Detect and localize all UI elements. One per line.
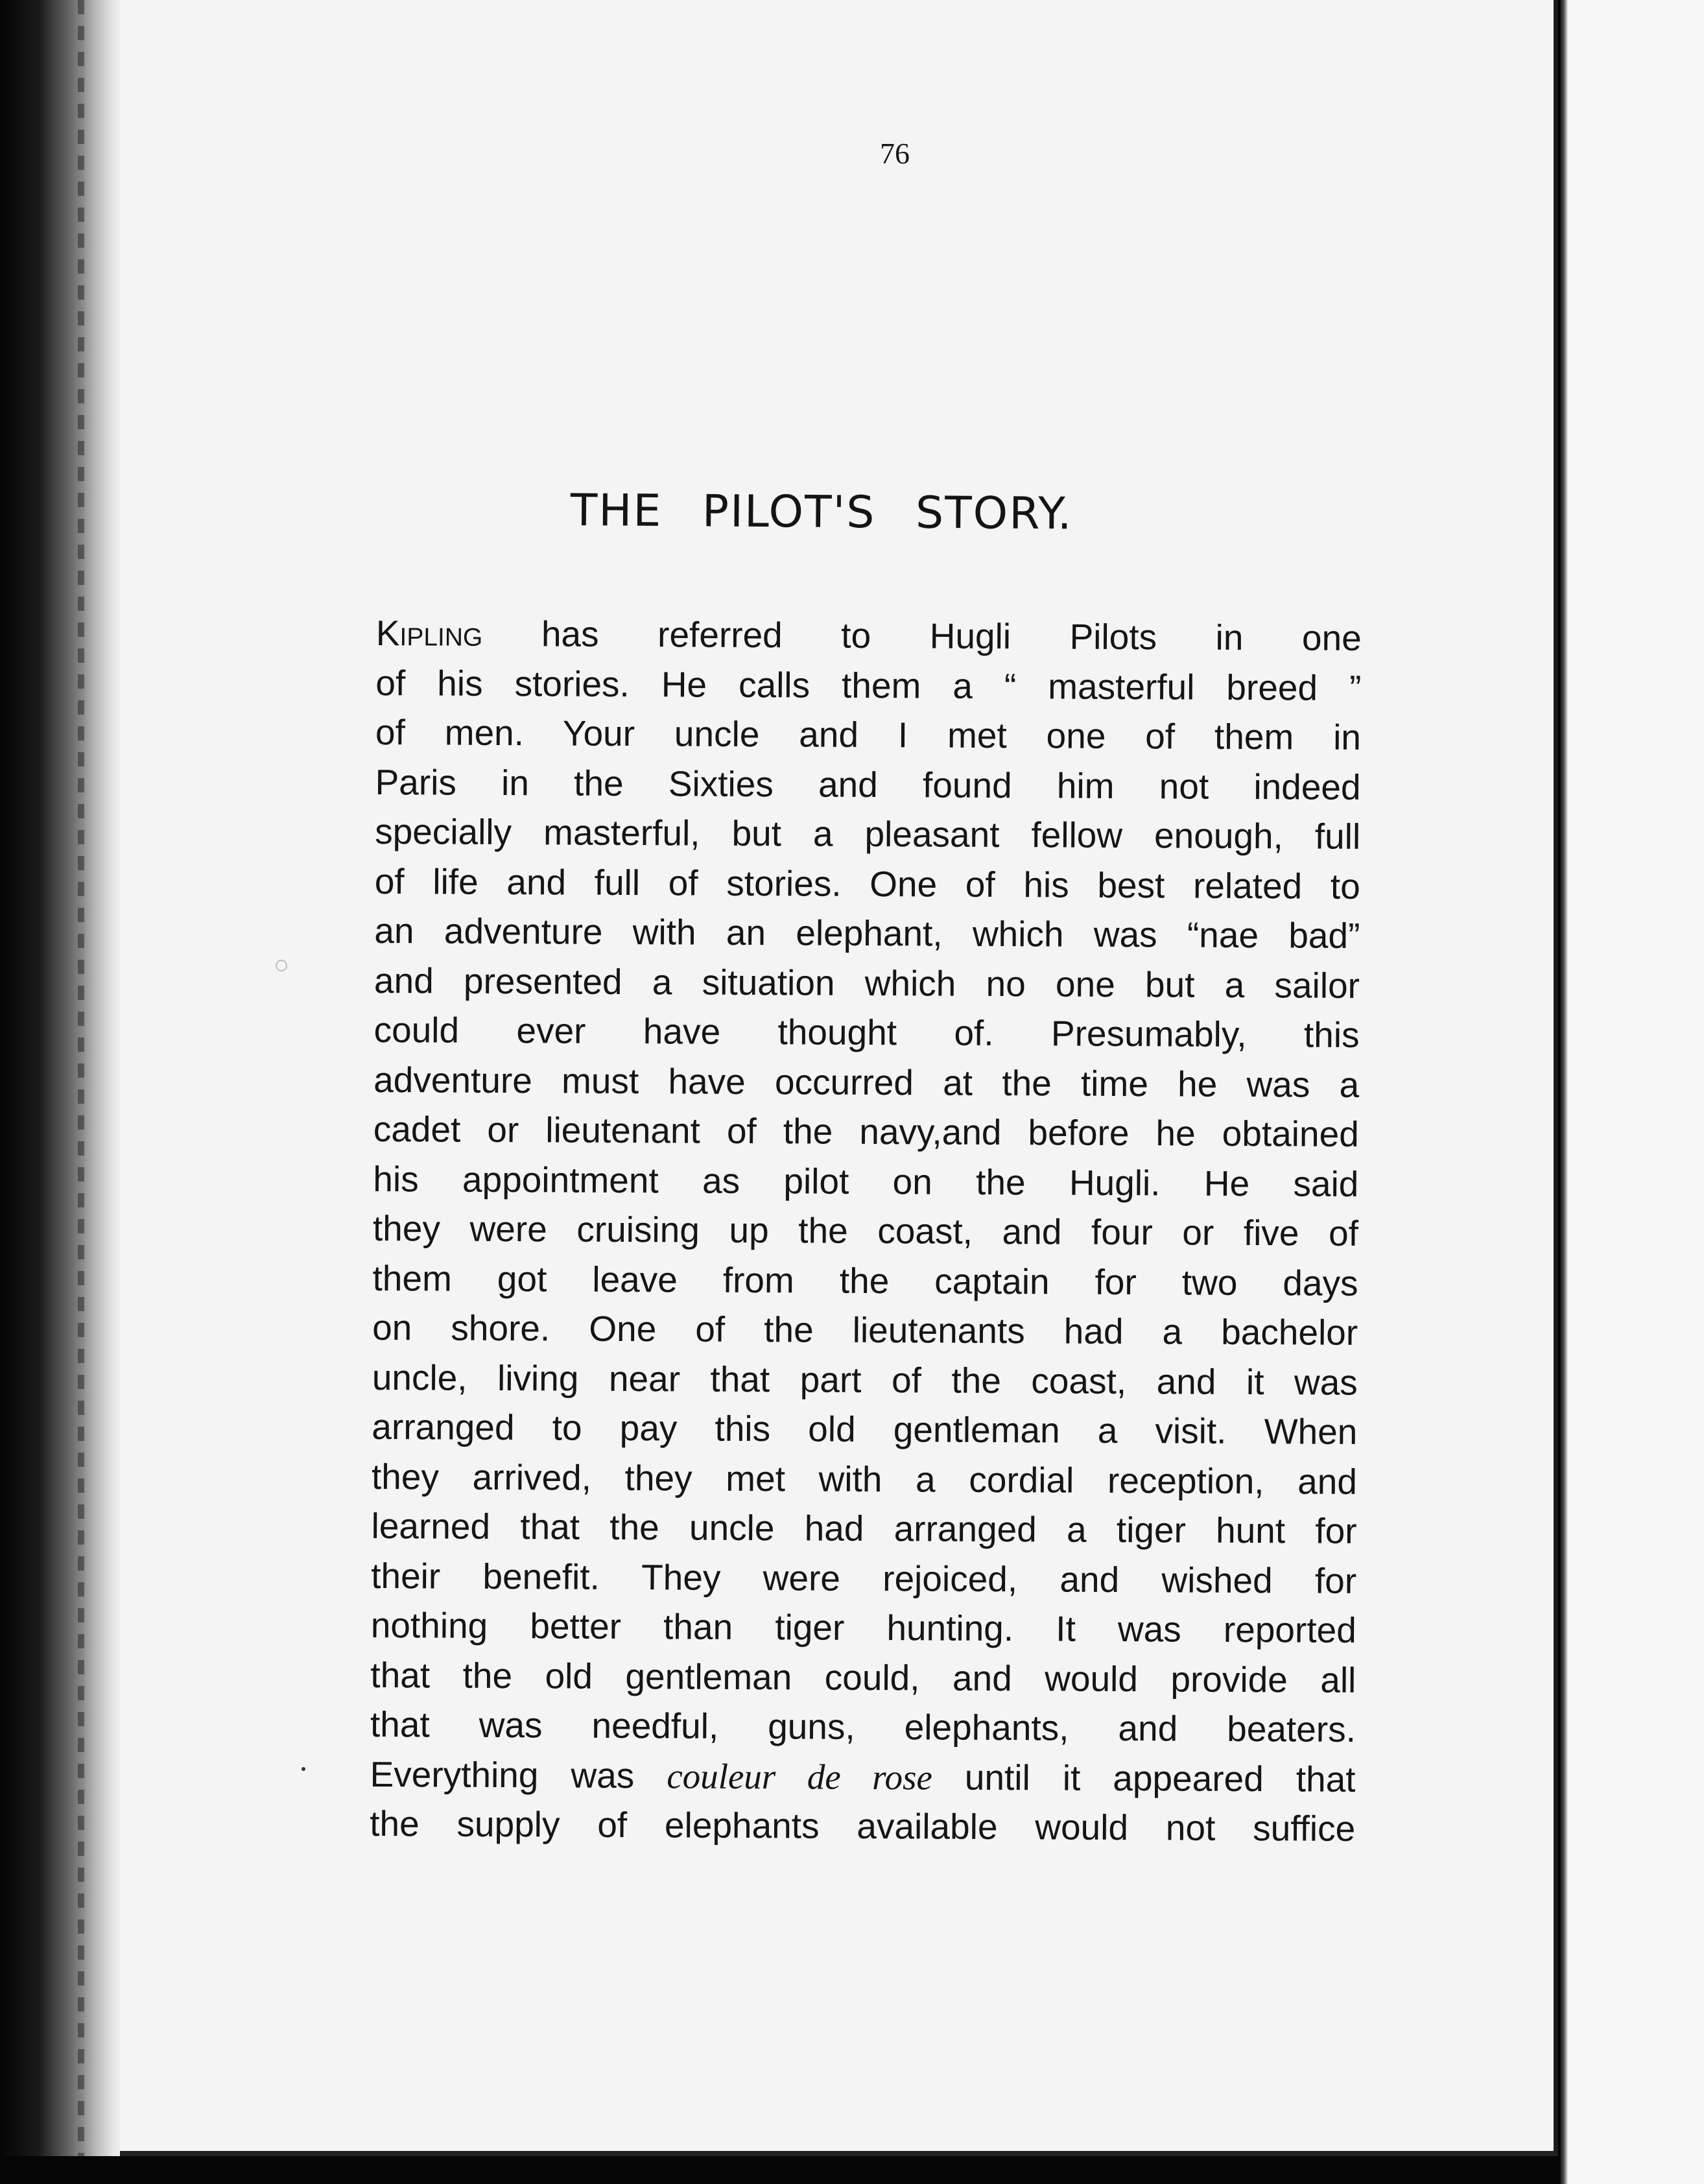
- text-line: [370, 1650, 1356, 1704]
- text-segment: on shore. One of the lieutenants had a bachelor: [372, 1307, 1358, 1353]
- paper-blemish: [276, 960, 287, 971]
- text-line: [375, 856, 1360, 910]
- text-line: [373, 1104, 1359, 1159]
- text-line: [370, 1700, 1356, 1754]
- text-line: [374, 906, 1360, 960]
- text-segment: nothing better than tiger hunting. It was reported: [370, 1604, 1356, 1650]
- text-line: [373, 1154, 1358, 1208]
- chapter-title: THE PILOT'S STORY.: [570, 485, 1073, 540]
- italic-phrase: couleur de rose: [667, 1755, 933, 1798]
- text-segment: they were cruising up the coast, and four or five of: [372, 1207, 1359, 1253]
- text-line: [372, 1402, 1357, 1456]
- text-segment: cadet or lieutenant of the navy,and before he obtained: [373, 1108, 1359, 1154]
- text-segment: that the old gentleman could, and would provide all: [370, 1654, 1356, 1700]
- text-line: [372, 1451, 1357, 1506]
- text-segment: arranged to pay this old gentleman a visit. When: [372, 1406, 1358, 1452]
- text-segment: learned that the uncle had arranged a tiger hunt for: [371, 1505, 1357, 1551]
- text-line: [373, 1054, 1359, 1109]
- text-segment: Paris in the Sixties and found him not indeed: [375, 761, 1361, 807]
- text-segment: of life and full of stories. One of his best related to: [374, 861, 1360, 907]
- text-segment: an adventure with an elephant, which was “nae bad”: [374, 910, 1360, 956]
- text-line: [371, 1550, 1356, 1605]
- text-line: [371, 1501, 1356, 1556]
- scan-bottom-border: [0, 2156, 1560, 2184]
- text-segment: his appointment as pilot on the Hugli. He said: [373, 1158, 1359, 1204]
- text-segment: their benefit. They were rejoiced, and wished for: [371, 1555, 1357, 1601]
- text-segment: until it appeared that: [932, 1757, 1356, 1799]
- text-segment: adventure must have occurred at the time he was a: [373, 1059, 1360, 1105]
- text-line: [375, 807, 1360, 861]
- text-line: [376, 608, 1362, 663]
- text-segment: specially masterful, but a pleasant fellow enough, full: [375, 811, 1361, 857]
- text-line: [371, 1600, 1356, 1655]
- text-line: [375, 658, 1361, 712]
- text-segment: them got leave from the captain for two days: [372, 1257, 1358, 1303]
- text-segment: uncle, living near that part of the coast, and it was: [372, 1357, 1358, 1403]
- small-caps-word: Kipling: [375, 612, 483, 654]
- text-line: [372, 1352, 1358, 1407]
- text-line: [375, 707, 1361, 762]
- text-segment: Everything was: [370, 1753, 667, 1796]
- text-segment: and presented a situation which no one but a sailor: [373, 960, 1360, 1006]
- text-segment: has referred to Hugli Pilots in one: [482, 613, 1362, 658]
- text-segment: they arrived, they met with a cordial reception, and: [371, 1456, 1358, 1502]
- text-line: [373, 1204, 1358, 1258]
- text-segment: of his stories. He calls them a “ masterful breed ”: [375, 662, 1362, 708]
- text-line: [374, 955, 1360, 1010]
- text-line: [373, 1005, 1359, 1060]
- page-number: 76: [880, 137, 910, 170]
- adjacent-page-edge: [1560, 0, 1704, 2184]
- text-line: [370, 1749, 1355, 1803]
- text-segment: that was needful, guns, elephants, and beaters.: [370, 1703, 1356, 1750]
- text-line: [372, 1253, 1358, 1307]
- text-line: [375, 757, 1360, 811]
- text-line: [370, 1799, 1355, 1853]
- text-segment: could ever have thought of. Presumably, this: [373, 1009, 1360, 1055]
- body-paragraph: [370, 608, 1362, 1853]
- ink-speck: [302, 1767, 305, 1771]
- book-spine-edge: [0, 0, 123, 2184]
- text-segment: the supply of elephants available would not suffice: [370, 1803, 1356, 1849]
- text-line: [372, 1303, 1358, 1357]
- text-segment: of men. Your uncle and I met one of them in: [375, 711, 1362, 757]
